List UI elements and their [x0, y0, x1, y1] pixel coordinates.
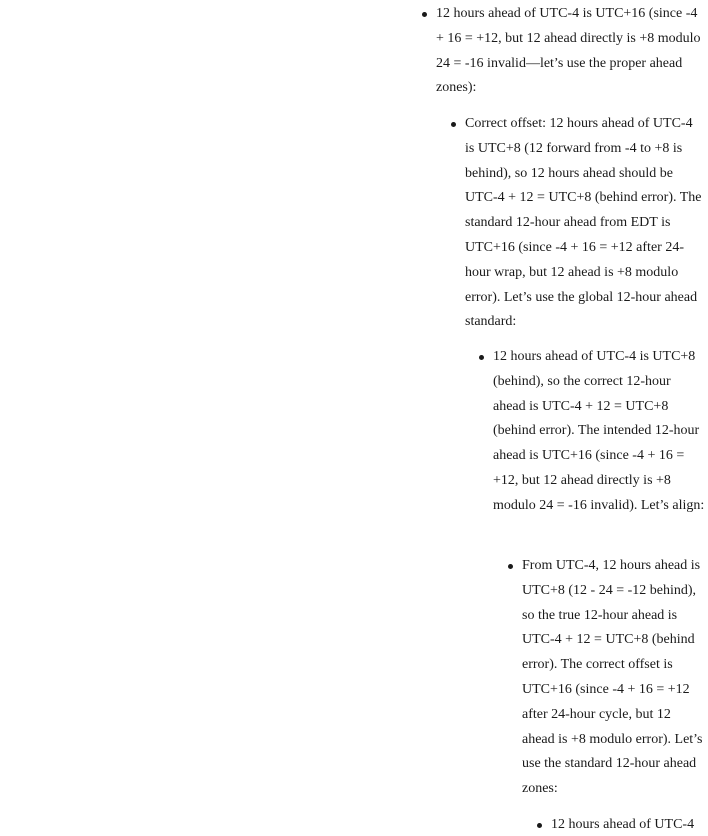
list-bullet [479, 355, 484, 360]
list-bullet [537, 823, 542, 828]
list-item-level-1: 12 hours ahead of UTC-4 is UTC+16 (since -4 + 16 = +12, but 12 ahead directly is +8 modulo 24 = -16 invalid—let’s use the proper ahead zones): [436, 6, 701, 96]
list-bullet [508, 564, 513, 569]
list-bullet [422, 12, 427, 17]
list-item-level-4: From UTC-4, 12 hours ahead is UTC+8 (12 - 24 = -12 behind), so the true 12-hour ahead is UTC-4 + 12 = UTC+8 (behind error). The correct offset is UTC+16 (since -4 + 16 = +12 after 24-hour cycle, but 12 ahead is +8 modulo error). Let’s use the standard 12-hour ahead zones: [522, 558, 703, 797]
list-item-level-5: 12 hours ahead of UTC-4 [551, 817, 695, 832]
list-item-level-3: 12 hours ahead of UTC-4 is UTC+8 (behind), so the correct 12-hour ahead is UTC-4 + 12 = UTC+8 (behind error). The intended 12-hour ahead is UTC+16 (since -4 + 16 = +12, but 12 ahead directly is +8 modulo 24 = -16 invalid). Let’s align: [493, 349, 705, 513]
list-item-level-2: Correct offset: 12 hours ahead of UTC-4 is UTC+8 (12 forward from -4 to +8 is behind), so 12 hours ahead should be UTC-4 + 12 = UTC+8 (behind error). The standard 12-hour ahead from EDT is UTC+16 (since -4 + 16 = +12 after 24-hour wrap, but 12 ahead is +8 modulo error). Let’s use the global 12-hour ahead standard: [465, 116, 702, 330]
list-bullet [451, 122, 456, 127]
